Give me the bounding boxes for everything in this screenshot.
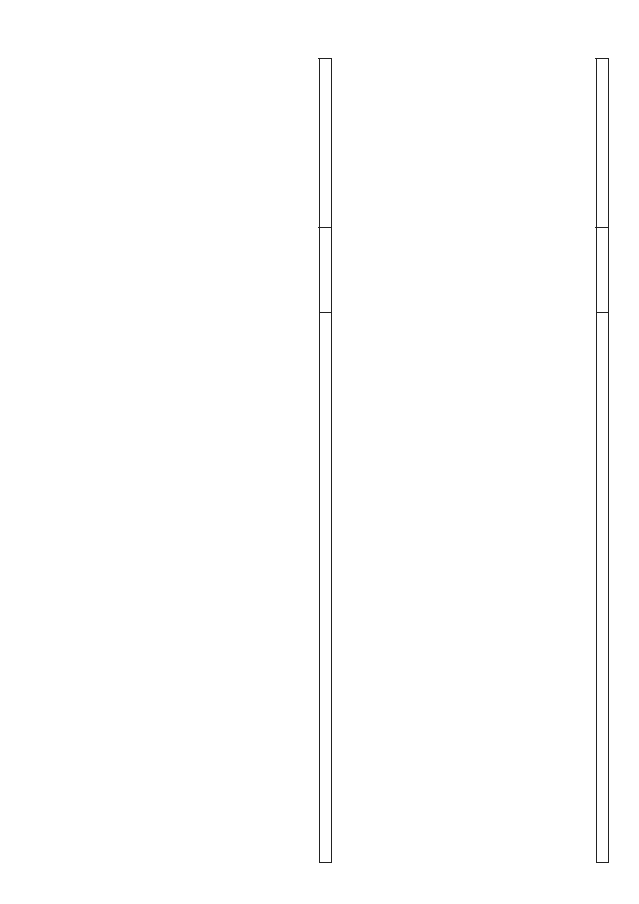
header-indicators <box>320 59 332 228</box>
header-total <box>597 228 609 313</box>
table-bottom-header <box>320 59 332 863</box>
table-top <box>597 58 610 863</box>
table-bottom <box>320 58 333 863</box>
header-total <box>320 228 332 313</box>
header-indicators <box>597 59 609 228</box>
table-top-header <box>597 59 609 863</box>
header-by-density <box>320 312 332 862</box>
header-by-density <box>597 312 609 862</box>
